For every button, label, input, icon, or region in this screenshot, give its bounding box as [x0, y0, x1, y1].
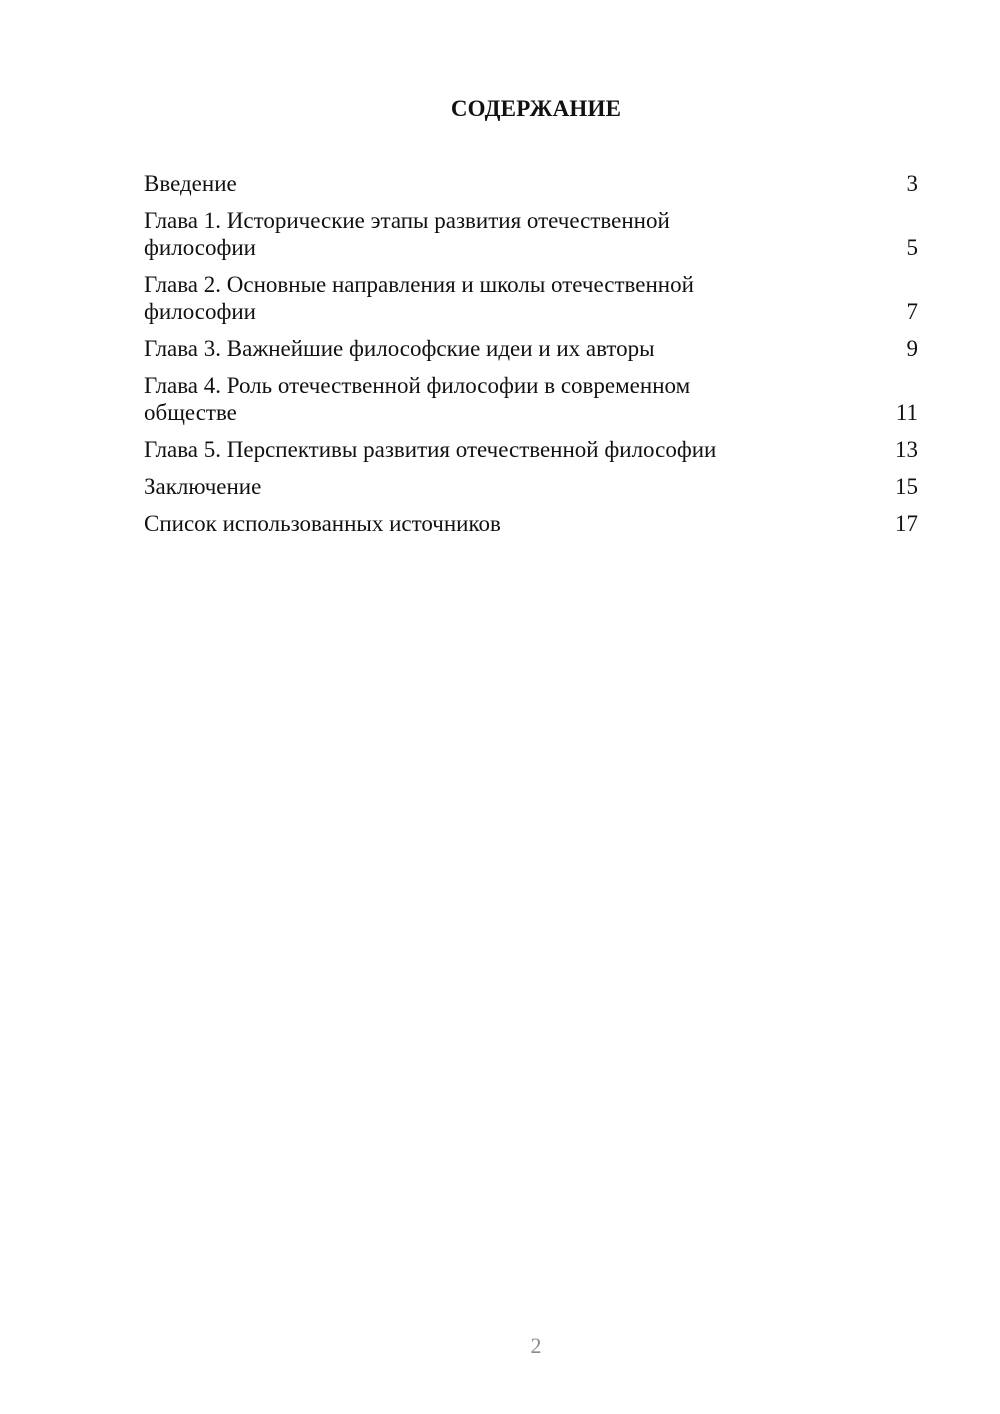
toc-entry-page: 13: [895, 437, 918, 462]
toc-entry-page: 11: [895, 400, 918, 425]
toc-entry-conclusion: [144, 473, 918, 500]
toc-entry-references: [144, 510, 918, 537]
toc-entry-text: Глава 1. Исторические этапы развития отечественной философии: [144, 208, 670, 260]
toc-entry-chapter-4: [144, 372, 918, 426]
toc-entry-text: Глава 2. Основные направления и школы отечественной философии: [144, 272, 694, 324]
toc-entry-text: Глава 3. Важнейшие философские идеи и их авторы: [144, 336, 655, 361]
table-of-contents: [144, 170, 918, 547]
toc-entry-chapter-3: [144, 335, 918, 362]
toc-entry-page: 3: [906, 171, 918, 196]
toc-entry-text: Глава 5. Перспективы развития отечественной философии: [144, 437, 717, 462]
page-number: 2: [530, 1333, 542, 1358]
toc-entry-page: 9: [906, 336, 918, 361]
toc-entry-page: 15: [895, 474, 918, 499]
page-title: СОДЕРЖАНИЕ: [450, 96, 622, 121]
toc-entry-introduction: [144, 170, 918, 197]
toc-entry-text: Глава 4. Роль отечественной философии в современном обществе: [144, 373, 691, 425]
toc-entry-page: 7: [906, 299, 918, 324]
toc-entry-page: 5: [906, 235, 918, 260]
toc-entry-chapter-5: [144, 436, 918, 463]
toc-entry-text: Заключение: [144, 474, 262, 499]
toc-entry-page: 17: [895, 511, 918, 536]
toc-entry-text: Список использованных источников: [144, 511, 501, 536]
toc-entry-chapter-1: [144, 207, 918, 261]
toc-entry-chapter-2: [144, 271, 918, 325]
toc-entry-text: Введение: [144, 171, 237, 196]
